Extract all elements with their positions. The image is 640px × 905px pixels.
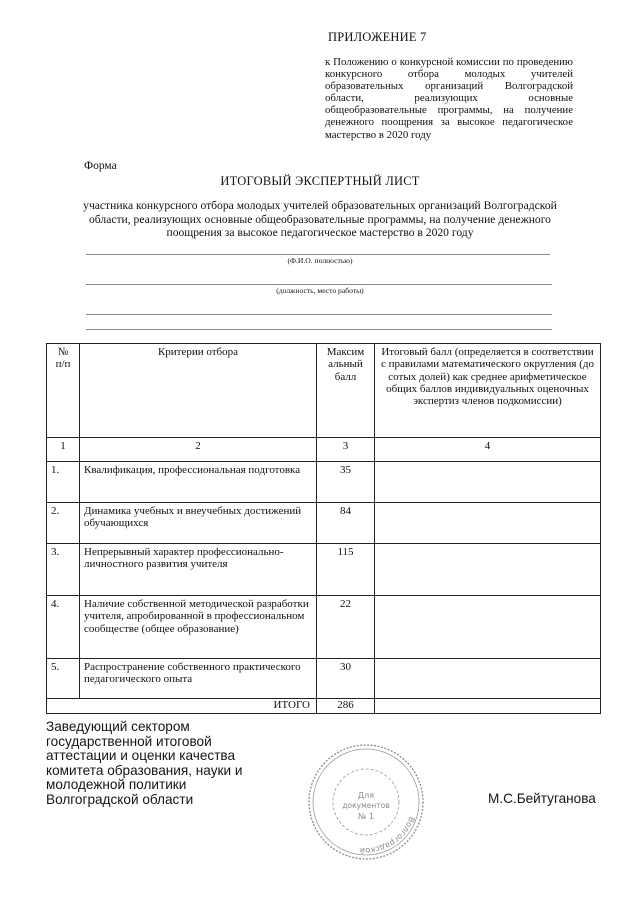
fio-caption: (Ф.И.О. полностью) (287, 256, 353, 265)
header-final-score: Итоговый балл (определяется в соответствии с правилами математического округления (до сотых долей) как среднее арифметическое общих баллов индивидуальных оценочных экспертиз членов подкомиссии) (375, 344, 601, 438)
row-max-score: 35 (317, 462, 375, 503)
row-num: 4. (47, 596, 80, 659)
row-num: 3. (47, 544, 80, 596)
row-criterion: Непрерывный характер профессионально-личностного развития учителя (80, 544, 317, 596)
blank-line-2[interactable] (86, 329, 552, 330)
table-header-row (47, 344, 601, 438)
table-row (47, 659, 601, 699)
row-final-score-cell[interactable] (375, 659, 601, 699)
column-number-row (47, 438, 601, 462)
form-label: Форма (84, 160, 117, 172)
row-criterion: Наличие собственной методической разработки учителя, апробированной в профессиональном сообществе (общее образование) (80, 596, 317, 659)
header-num: № п/п (47, 344, 80, 438)
col-number: 2 (80, 438, 317, 462)
row-num: 1. (47, 462, 80, 503)
fio-line[interactable] (86, 254, 550, 255)
row-criterion: Динамика учебных и внеучебных достижений обучающихся (80, 503, 317, 544)
row-max-score: 22 (317, 596, 375, 659)
stamp-seal (306, 742, 426, 862)
row-final-score-cell[interactable] (375, 544, 601, 596)
row-max-score: 115 (317, 544, 375, 596)
position-line[interactable] (86, 284, 552, 285)
appendix-reference-text: к Положению о конкурсной комиссии по проведению конкурсного отбора молодых учителей образовательных организаций Волгоградской области, реализующих основные общеобразовательные программы, на получение денежного поощрения за высокое педагогическое мастерство в 2020 году (325, 56, 573, 141)
signer-name: М.С.Бейтуганова (488, 791, 596, 806)
row-final-score-cell[interactable] (375, 462, 601, 503)
header-criteria: Критерии отбора (80, 344, 317, 438)
total-value: 286 (317, 699, 375, 714)
total-label: ИТОГО (47, 699, 317, 714)
row-criterion: Распространение собственного практического педагогического опыта (80, 659, 317, 699)
appendix-title: ПРИЛОЖЕНИЕ 7 (328, 30, 427, 44)
row-num: 5. (47, 659, 80, 699)
stamp-center-line: № 1 (358, 812, 374, 821)
table-row (47, 596, 601, 659)
row-max-score: 30 (317, 659, 375, 699)
header-max-score: Максим альный балл (317, 344, 375, 438)
col-number: 3 (317, 438, 375, 462)
document-title: ИТОГОВЫЙ ЭКСПЕРТНЫЙ ЛИСТ (220, 174, 420, 188)
total-final-score-cell[interactable] (375, 699, 601, 714)
row-final-score-cell[interactable] (375, 596, 601, 659)
col-number: 1 (47, 438, 80, 462)
table-row (47, 503, 601, 544)
stamp-ring-text: Волгоградской (359, 815, 417, 856)
signer-title: Заведующий сектором государственной итоговой аттестации и оценки качества комитета образования, науки и молодежной политики Волгоградской области (46, 719, 243, 807)
blank-line-1[interactable] (86, 314, 552, 315)
col-number: 4 (375, 438, 601, 462)
position-caption: (должность, место работы) (276, 286, 364, 295)
document-subtitle: участника конкурсного отбора молодых учителей образовательных организаций Волгоградской области, реализующих основные общеобразовательные программы, на получение денежного поощрения за высокое педагогическое мастерство в 2020 году (83, 199, 557, 239)
row-max-score: 84 (317, 503, 375, 544)
row-criterion: Квалификация, профессиональная подготовка (80, 462, 317, 503)
table-row (47, 544, 601, 596)
criteria-table (46, 343, 601, 714)
stamp-center-line: документов (342, 801, 390, 810)
row-final-score-cell[interactable] (375, 503, 601, 544)
total-row (47, 699, 601, 714)
table-row (47, 462, 601, 503)
row-num: 2. (47, 503, 80, 544)
stamp-center-line: Для (357, 791, 375, 800)
